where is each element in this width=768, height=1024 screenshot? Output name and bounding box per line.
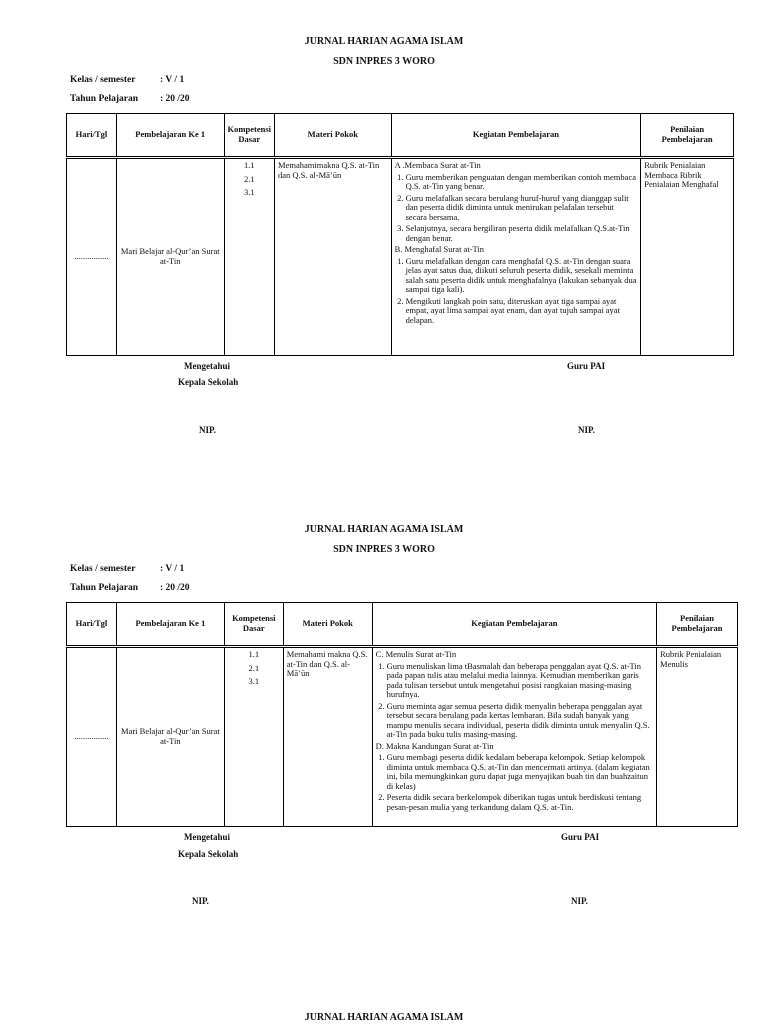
section-heading: C. Menulis Surat at-Tin — [375, 649, 457, 659]
tahun-label: Tahun Pelajaran — [70, 583, 139, 593]
materi-cell: Memahami makna Q.S. at-Tin dan Q.S. al-Mā’ūn — [283, 647, 372, 827]
journal-title: JURNAL HARIAN AGAMA ISLAM — [304, 524, 464, 535]
header-pembelajaran: Pembelajaran Ke 1 — [116, 114, 224, 158]
section-list — [395, 173, 638, 244]
tahun-row — [70, 583, 190, 593]
section-heading: B. Menghafal Surat at-Tin — [394, 244, 485, 255]
list-item: 3. Selanjutnya, secara bergiliran peserta didik melafalkan Q.S.at-Tin dengan benar. — [406, 224, 638, 243]
nip-right: NIP. — [571, 896, 588, 906]
hari-cell: ................ — [67, 158, 117, 356]
header-hari: Hari/Tgl — [67, 603, 117, 647]
kelas-value: : V / 1 — [160, 564, 185, 574]
kepala-sekolah-label: Kepala Sekolah — [178, 849, 239, 859]
kelas-row — [70, 564, 185, 574]
table-row — [67, 647, 738, 827]
header-penilaian: Penilaian Pembelajaran — [657, 603, 738, 647]
header-penilaian: Penilaian Pembelajaran — [641, 114, 734, 158]
section-list — [376, 753, 653, 812]
penilaian-cell: Rubrik Penialaian Menulis — [657, 647, 738, 827]
header-kegiatan: Kegiatan Pembelajaran — [391, 114, 641, 158]
tahun-value: : 20 /20 — [160, 583, 190, 593]
header-materi: Materi Pokok — [283, 603, 372, 647]
kd-item: 1.1 — [248, 649, 260, 659]
list-item: 1. Guru memberikan penguatan dengan memberikan contoh membaca Q.S. at-Tin yang benar. — [406, 173, 638, 192]
kelas-row — [70, 75, 185, 85]
journal-table — [66, 113, 734, 356]
nip-left: NIP. — [199, 425, 216, 435]
nip-left: NIP. — [192, 896, 209, 906]
kd-cell — [224, 158, 274, 356]
kelas-label: Kelas / semester — [70, 564, 136, 574]
header-hari: Hari/Tgl — [67, 114, 117, 158]
list-item: 2. Peserta didik secara berkelompok diberikan tugas untuk berdiskusi tentang pesan-pesan mulia yang terkandung dalam Q.S. at-Tin. — [387, 793, 653, 812]
section-heading: D. Makna Kandungan Surat at-Tin — [375, 740, 494, 751]
pembelajaran-cell: Mari Belajar al-Qur’an Surat at-Tin — [116, 158, 224, 356]
school-name: SDN INPRES 3 WORO — [333, 56, 435, 67]
list-item: 1. Guru menuliskan lima tBasmalah dan beberapa penggalan ayat Q.S. at-Tin pada papan tulis atau melalui media lainnya. Kemudian memberikan garis pada tulisan tersebut untuk mengetahui posisi rangkaian masing-masing hurufnya. — [387, 662, 653, 700]
kelas-label: Kelas / semester — [70, 75, 136, 85]
journal-title: JURNAL HARIAN AGAMA ISLAM — [304, 1012, 464, 1023]
journal-table — [66, 602, 738, 827]
guru-pai-label: Guru PAI — [561, 832, 600, 842]
kd-item: 2.1 — [243, 173, 255, 184]
list-item: 2. Guru melafalkan secara berulang huruf-huruf yang dianggap sulit dan peserta didik diminta untuk menirukan pelafalan tersebut secara bersama. — [406, 194, 638, 223]
list-item: 2. Mengikuti langkah poin satu, diteruskan ayat tiga sampai ayat empat, ayat lima sampai ayat enam, dan ayat tujuh sampai ayat delapan. — [406, 297, 638, 326]
section-heading: A .Membaca Surat at-Tin — [394, 160, 481, 170]
mengetahui-label: Mengetahui — [184, 361, 230, 371]
kd-cell — [224, 647, 283, 827]
header-kegiatan: Kegiatan Pembelajaran — [372, 603, 656, 647]
table-header-row — [67, 603, 738, 647]
pembelajaran-cell: Mari Belajar al-Qur’an Surat at-Tin — [116, 647, 224, 827]
kepala-sekolah-label: Kepala Sekolah — [178, 377, 239, 387]
kd-item: 3.1 — [248, 676, 260, 687]
header-kompetensi: Kompetensi Dasar — [224, 603, 283, 647]
list-item: 1. Guru membagi peserta didik kedalam beberapa kelompok. Setiap kelompok diminta untuk membaca Q.S. at-Tin dan mencermati artinya. (dalam kegiatan ini, bila memungkinkan guru dapat juga menyajikan buah tin dan buahzaitun di kelas) — [387, 753, 653, 791]
list-item: 2. Guru meminta agar semua peserta didik menyalin beberapa penggalan ayat tersebut secara berulang pada kertas lembaran. Bila sudah banyak yang mampu menulis secara individual, peserta didik diminta untuk menyalin Q.S. at-Tin pada buku tulis masing-masing. — [387, 702, 653, 740]
section-list — [376, 662, 653, 740]
kelas-value: : V / 1 — [160, 75, 185, 85]
list-item: 1. Guru melafalkan dengan cara menghafal Q.S. at-Tin dengan suara jelas ayat satus dua, diikuti seluruh peserta didik, sesekali meminta salah satu peserta didik untuk menghafalnya (lakukan sebanyak dua sampai tiga kali). — [406, 257, 638, 295]
guru-pai-label: Guru PAI — [567, 361, 606, 371]
kd-item: 1.1 — [243, 160, 255, 170]
table-row — [67, 158, 734, 356]
tahun-row — [70, 94, 190, 104]
materi-cell: Memahamimakna Q.S. at-Tin dan Q.S. al-Mā’ūn — [275, 158, 392, 356]
tahun-value: : 20 /20 — [160, 94, 190, 104]
section-list — [395, 257, 638, 326]
penilaian-cell: Rubrik Penialaian Membaca Ribrik Penialaian Menghafal — [641, 158, 734, 356]
kegiatan-cell — [372, 647, 656, 827]
kd-item: 3.1 — [243, 187, 255, 198]
journal-title: JURNAL HARIAN AGAMA ISLAM — [304, 36, 464, 47]
kd-item: 2.1 — [248, 662, 260, 673]
tahun-label: Tahun Pelajaran — [70, 94, 139, 104]
header-pembelajaran: Pembelajaran Ke 1 — [116, 603, 224, 647]
hari-cell: ................ — [67, 647, 117, 827]
header-materi: Materi Pokok — [275, 114, 392, 158]
header-kompetensi: Kompetensi Dasar — [224, 114, 274, 158]
table-header-row — [67, 114, 734, 158]
mengetahui-label: Mengetahui — [184, 832, 230, 842]
nip-right: NIP. — [578, 425, 595, 435]
kegiatan-cell — [391, 158, 641, 356]
school-name: SDN INPRES 3 WORO — [333, 544, 435, 555]
